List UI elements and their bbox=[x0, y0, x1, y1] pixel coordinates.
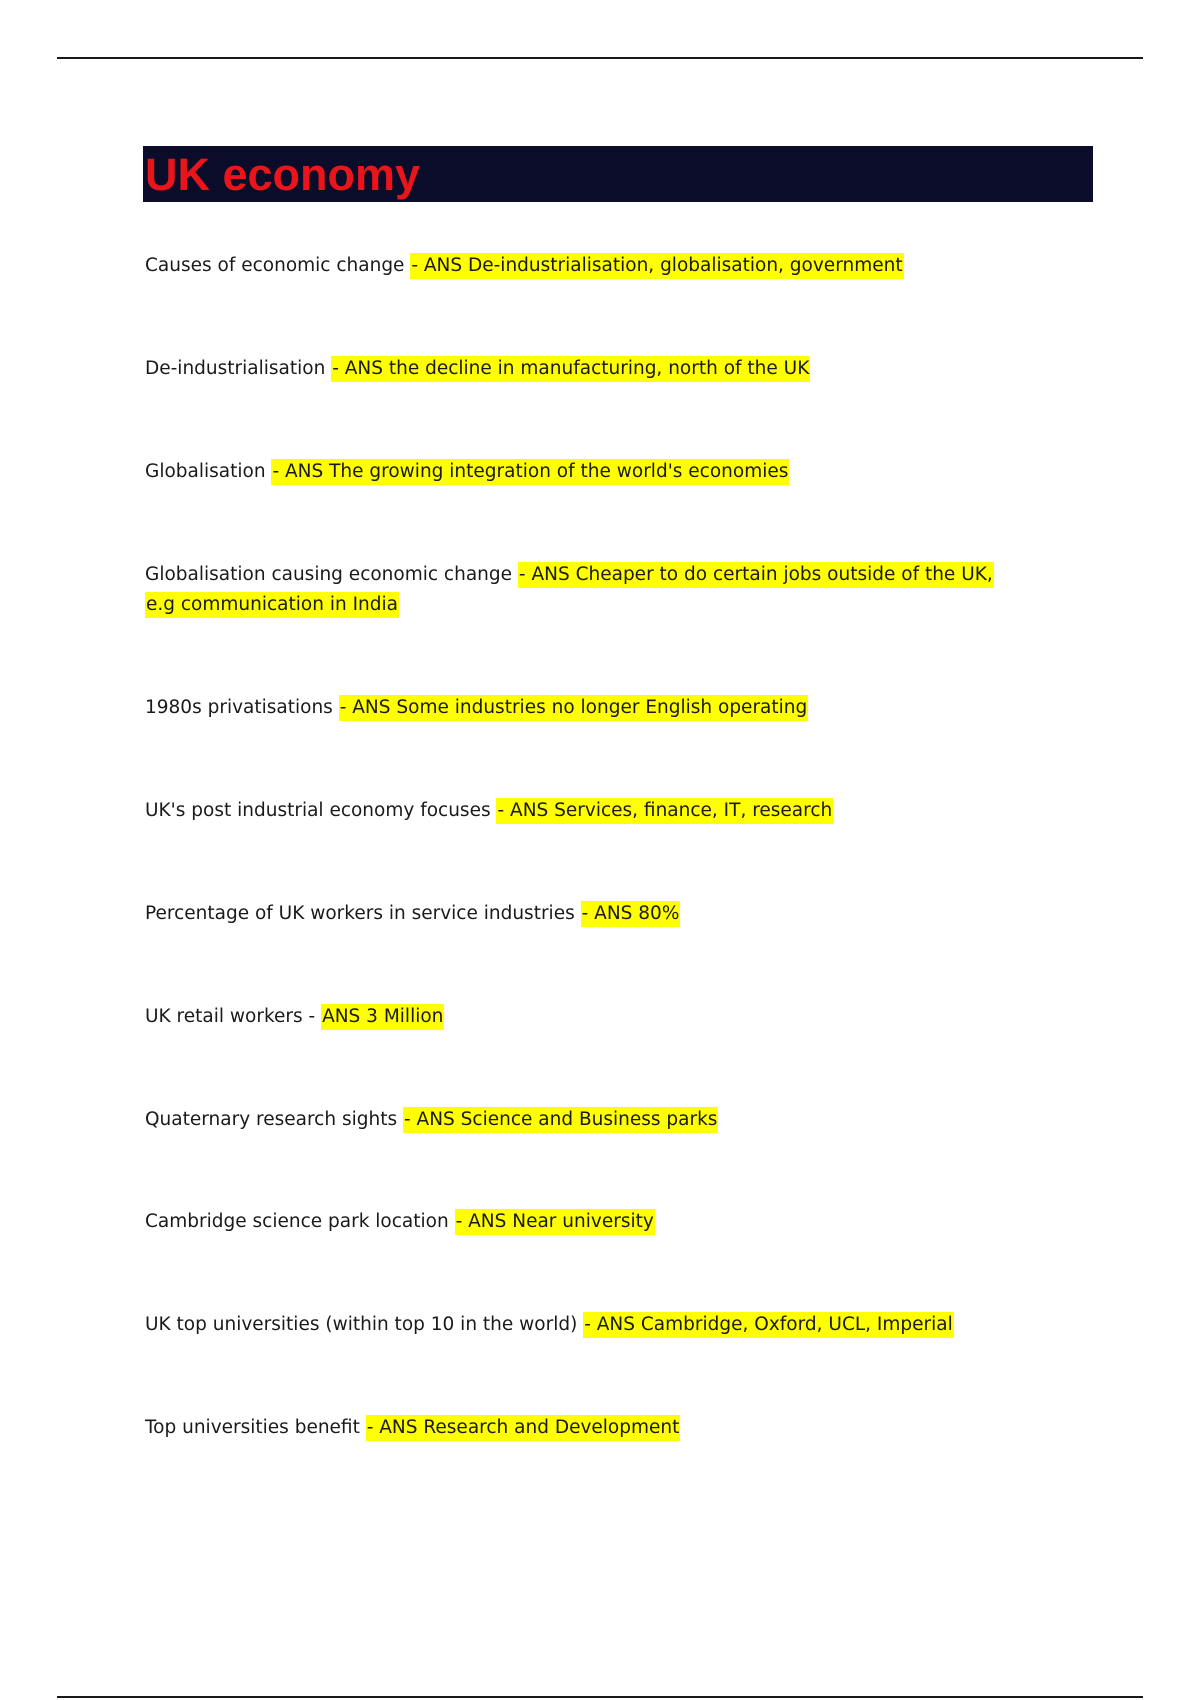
question-text: 1980s privatisations bbox=[145, 697, 339, 718]
qa-item bbox=[145, 693, 1045, 723]
answer-text: - ANS The growing integration of the world's economies bbox=[271, 459, 789, 485]
qa-item bbox=[145, 457, 1045, 487]
question-text: UK's post industrial economy focuses bbox=[145, 800, 497, 821]
qa-item bbox=[145, 1105, 1045, 1135]
qa-item bbox=[145, 1207, 1045, 1237]
answer-text: - ANS Near university bbox=[455, 1209, 655, 1235]
question-text: De-industrialisation bbox=[145, 358, 332, 379]
bottom-rule bbox=[57, 1696, 1143, 1698]
answer-text: - ANS De-industrialisation, globalisation, government bbox=[410, 253, 903, 279]
answer-text: - ANS Cheaper to do certain jobs outside of the UK, e.g communication in India bbox=[145, 562, 994, 618]
title-banner bbox=[143, 146, 1093, 202]
answer-text: - ANS Research and Development bbox=[366, 1415, 681, 1441]
top-rule bbox=[57, 57, 1143, 59]
qa-item bbox=[145, 560, 1015, 620]
question-text: Causes of economic change bbox=[145, 255, 411, 276]
question-text: Quaternary research sights bbox=[145, 1109, 403, 1130]
question-text: UK retail workers - bbox=[145, 1006, 322, 1027]
answer-text: - ANS Services, finance, IT, research bbox=[496, 798, 833, 824]
answer-text: - ANS Some industries no longer English operating bbox=[339, 695, 809, 721]
question-text: Globalisation bbox=[145, 461, 272, 482]
question-text: UK top universities (within top 10 in the world) bbox=[145, 1314, 584, 1335]
answer-text: - ANS Cambridge, Oxford, UCL, Imperial bbox=[583, 1312, 954, 1338]
answer-text: - ANS Science and Business parks bbox=[403, 1107, 718, 1133]
qa-item bbox=[145, 899, 1045, 929]
question-text: Percentage of UK workers in service industries bbox=[145, 903, 581, 924]
page-title: UK economy bbox=[145, 148, 421, 200]
question-text: Globalisation causing economic change bbox=[145, 564, 518, 585]
qa-item bbox=[145, 1413, 1045, 1443]
qa-item bbox=[145, 354, 1045, 384]
answer-text: - ANS the decline in manufacturing, north of the UK bbox=[331, 356, 810, 382]
qa-item bbox=[145, 796, 1045, 826]
question-text: Top universities benefit bbox=[145, 1417, 366, 1438]
answer-text: ANS 3 Million bbox=[321, 1004, 444, 1030]
question-text: Cambridge science park location bbox=[145, 1211, 455, 1232]
answer-text: - ANS 80% bbox=[581, 901, 681, 927]
qa-item bbox=[145, 1002, 1045, 1032]
qa-item bbox=[145, 1310, 1045, 1340]
qa-item bbox=[145, 251, 1045, 281]
